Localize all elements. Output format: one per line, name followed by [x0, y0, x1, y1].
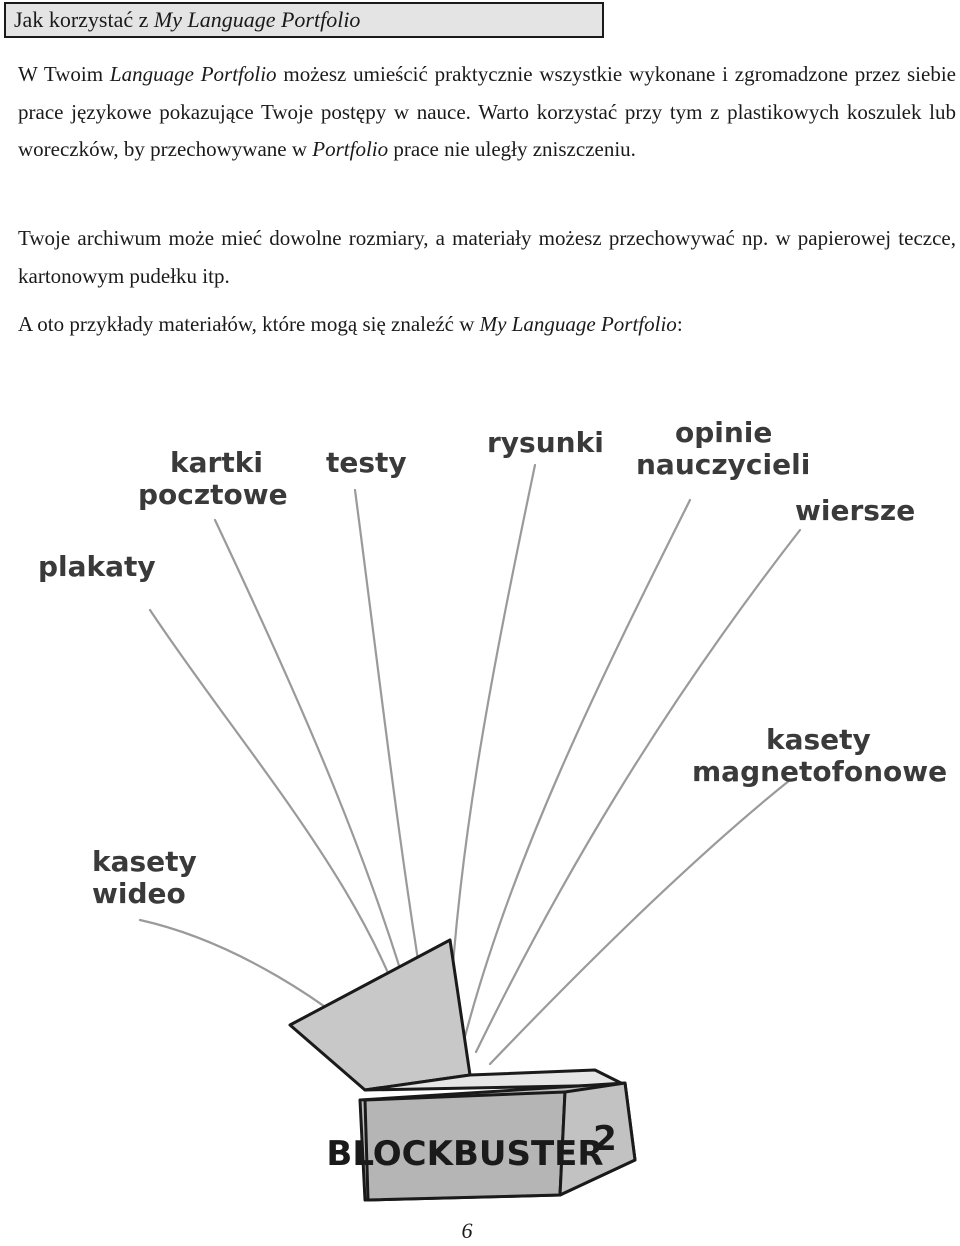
materials-illustration: [0, 380, 960, 1220]
word-nauczycieli: nauczycieli: [636, 448, 811, 481]
word-wiersze: wiersze: [795, 494, 916, 527]
p1-text-3: prace nie uległy zniszczeniu.: [388, 137, 636, 161]
p3-text-1: A oto przykłady materiałów, które mogą się znaleźć w: [18, 312, 480, 336]
word-plakaty: plakaty: [38, 550, 156, 583]
title-prefix: Jak korzystać z: [14, 7, 154, 32]
word-testy: testy: [326, 446, 407, 479]
p1-italic-language-portfolio: Language Portfolio: [109, 62, 277, 86]
p2-text: Twoje archiwum może mieć dowolne rozmiary, a materiały możesz przechowywać np. w papierowej teczce, kartonowym pudełku itp.: [18, 226, 956, 288]
word-kasety-1: kasety: [766, 723, 871, 756]
page-number: 6: [461, 1218, 473, 1243]
paragraph-intro: [18, 56, 956, 169]
p3-text-2: :: [676, 312, 683, 336]
word-kartki: kartki: [170, 446, 263, 479]
p3-italic: My Language Portfolio: [479, 312, 677, 336]
title-italic: My Language Portfolio: [153, 7, 361, 32]
paragraph-archive: [18, 220, 956, 295]
box-label: BLOCKBUSTER: [326, 1134, 604, 1174]
paragraph-examples: [18, 306, 956, 344]
p1-italic-portfolio: Portfolio: [312, 137, 389, 161]
box-number: 2: [593, 1119, 617, 1159]
word-pocztowe: pocztowe: [138, 478, 288, 511]
ray-opinie: [462, 500, 690, 1048]
ray-wiersze: [476, 530, 800, 1052]
box-lid: [290, 940, 470, 1090]
word-rysunki: rysunki: [487, 426, 604, 459]
word-opinie: opinie: [675, 416, 773, 449]
p1-text-2: możesz umieścić praktycznie wszystkie wykonane i zgromadzone przez siebie prace językowe pokazujące Twoje postępy w nauce. Warto korzystać przy tym z plastikowych koszulek lub woreczków, by przechowywane w: [18, 62, 956, 161]
word-magnetofonowe: magnetofonowe: [692, 755, 948, 788]
word-wideo: wideo: [92, 877, 186, 910]
p1-text-1: W Twoim: [18, 62, 110, 86]
page-title: [4, 2, 604, 38]
word-kasety-2: kasety: [92, 845, 197, 878]
ray-kasety-magnetofonowe: [490, 780, 790, 1064]
